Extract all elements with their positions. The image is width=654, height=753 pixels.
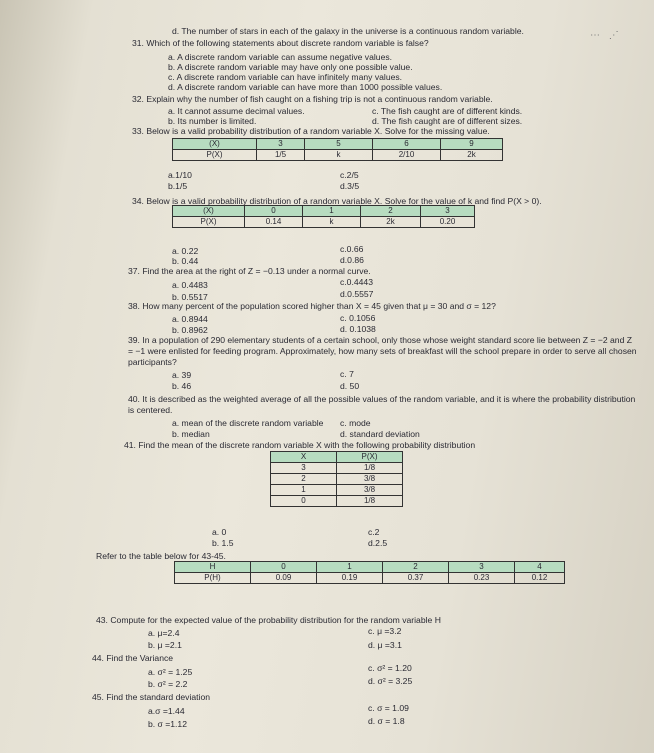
text-line: 45. Find the standard deviation (92, 692, 211, 702)
table-cell: 4 (515, 562, 565, 573)
table-cell: P(X) (173, 150, 257, 161)
text-line: c. μ =3.2 (368, 626, 402, 636)
table-cell: 0 (251, 562, 317, 573)
table-cell: 1/8 (337, 463, 403, 474)
text-line: b. σ² = 2.2 (148, 679, 188, 689)
table-cell: 1/5 (257, 150, 305, 161)
text-line: d. standard deviation (340, 429, 420, 439)
table-cell: 0 (245, 206, 303, 217)
text-line: d.0.86 (340, 255, 364, 265)
text-line: d. A discrete random variable can have more than 1000 possible values. (168, 82, 443, 92)
text-line: is centered. (128, 405, 173, 415)
table-cell: P(H) (175, 573, 251, 584)
text-line: a. 0 (212, 527, 227, 537)
table-cell: 1 (317, 562, 383, 573)
table-q33 (172, 138, 503, 161)
table-cell: 3 (271, 463, 337, 474)
table-row (173, 206, 475, 217)
table-cell: 0.14 (245, 217, 303, 228)
text-line: 38. How many percent of the population scored higher than X = 45 given that μ = 30 and σ = 12? (128, 301, 496, 311)
text-line: participants? (128, 357, 177, 367)
text-line: d.0.5557 (340, 289, 374, 299)
table-cell: 6 (373, 139, 441, 150)
text-line: c.0.4443 (340, 277, 373, 287)
text-line: 33. Below is a valid probability distribution of a random variable X. Solve for the missing value. (132, 126, 490, 136)
text-line: 32. Explain why the number of fish caught on a fishing trip is not a continuous random variable. (132, 94, 493, 104)
text-line: b. Its number is limited. (168, 116, 257, 126)
text-line: d. σ = 1.8 (368, 716, 405, 726)
text-line: b. 1.5 (212, 538, 234, 548)
text-line: a. 39 (172, 370, 192, 380)
text-line: a. μ=2.4 (148, 628, 180, 638)
table-cell: H (175, 562, 251, 573)
text-line: 40. It is described as the weighted average of all the possible values of the random variable, and it is where the probability distribution (128, 394, 636, 404)
text-line: a.σ =1.44 (148, 706, 185, 716)
table-cell: k (303, 217, 361, 228)
table-row (271, 474, 403, 485)
text-line: a. A discrete random variable can assume negative values. (168, 52, 393, 62)
table-row (173, 150, 503, 161)
table-cell: 0.12 (515, 573, 565, 584)
table-row (175, 562, 565, 573)
table-cell: k (305, 150, 373, 161)
corner-marks: ⋯ ⋰ (590, 30, 622, 41)
table-cell: (X) (173, 206, 245, 217)
table-cell: 3 (421, 206, 475, 217)
table-cell: 5 (305, 139, 373, 150)
text-line: c. 0.1056 (340, 313, 376, 323)
table-row (271, 496, 403, 507)
text-line: 34. Below is a valid probability distribution of a random variable X. Solve for the value of k and find P(X > 0). (132, 196, 542, 206)
text-line: c. A discrete random variable can have infinitely many values. (168, 72, 403, 82)
table-cell: 2/10 (373, 150, 441, 161)
text-line: b. 0.5517 (172, 292, 208, 302)
table-cell: 2k (361, 217, 421, 228)
table-cell: P(X) (337, 452, 403, 463)
text-line: d. 0.1038 (340, 324, 376, 334)
text-line: c. σ² = 1.20 (368, 663, 412, 673)
table-cell: P(X) (173, 217, 245, 228)
text-line: 43. Compute for the expected value of the probability distribution for the random variable H (96, 615, 441, 625)
table-cell: 0.19 (317, 573, 383, 584)
text-line: d. μ =3.1 (368, 640, 402, 650)
table-cell: 1/8 (337, 496, 403, 507)
table-cell: 2 (361, 206, 421, 217)
table-cell: 1 (303, 206, 361, 217)
table-cell: 3/8 (337, 485, 403, 496)
text-line: b. μ =2.1 (148, 640, 182, 650)
text-line: b. 0.44 (172, 256, 199, 266)
text-line: c. σ = 1.09 (368, 703, 409, 713)
text-line: b. 0.8962 (172, 325, 208, 335)
table-cell: 3/8 (337, 474, 403, 485)
table-q43-45 (174, 561, 565, 584)
text-line: b. 46 (172, 381, 192, 391)
table-cell: 0.37 (383, 573, 449, 584)
table-cell: 3 (257, 139, 305, 150)
text-line: a. mean of the discrete random variable (172, 418, 324, 428)
text-line: d. The number of stars in each of the galaxy in the universe is a continuous random variable. (172, 26, 524, 36)
table-cell: 2 (383, 562, 449, 573)
table-row (271, 485, 403, 496)
table-row (271, 452, 403, 463)
text-line: c.0.66 (340, 244, 364, 254)
table-row (173, 139, 503, 150)
text-line: 37. Find the area at the right of Z = −0.13 under a normal curve. (128, 266, 371, 276)
text-line: c. mode (340, 418, 371, 428)
table-cell: (X) (173, 139, 257, 150)
table-cell: 9 (441, 139, 503, 150)
table-cell: 0 (271, 496, 337, 507)
text-line: b. median (172, 429, 210, 439)
text-line: 41. Find the mean of the discrete random variable X with the following probability distribution (124, 440, 476, 450)
table-cell: 0.23 (449, 573, 515, 584)
text-line: d. 50 (340, 381, 360, 391)
text-line: c.2 (368, 527, 380, 537)
table-row (173, 217, 475, 228)
text-line: b.1/5 (168, 181, 188, 191)
text-line: a. It cannot assume decimal values. (168, 106, 305, 116)
text-line: d. σ² = 3.25 (368, 676, 413, 686)
text-line: a. 0.8944 (172, 314, 208, 324)
table-row (175, 573, 565, 584)
text-line: d.3/5 (340, 181, 360, 191)
text-line: b. σ =1.12 (148, 719, 187, 729)
table-q34 (172, 205, 475, 228)
text-line: 39. In a population of 290 elementary students of a certain school, only those whose weight standard score lie between Z = −2 and Z (128, 335, 633, 345)
text-line: a. 0.4483 (172, 280, 208, 290)
text-line: c. 7 (340, 369, 354, 379)
table-cell: 3 (449, 562, 515, 573)
text-line: c. The fish caught are of different kinds. (372, 106, 523, 116)
text-line: b. A discrete random variable may have only one possible value. (168, 62, 413, 72)
text-line: a.1/10 (168, 170, 192, 180)
table-cell: 2k (441, 150, 503, 161)
text-line: 44. Find the Variance (92, 653, 174, 663)
text-line: c.2/5 (340, 170, 359, 180)
text-line: a. 0.22 (172, 246, 199, 256)
table-cell: 0.09 (251, 573, 317, 584)
text-line: d. The fish caught are of different sizes. (372, 116, 523, 126)
table-cell: X (271, 452, 337, 463)
text-line: 31. Which of the following statements about discrete random variable is false? (132, 38, 429, 48)
table-cell: 2 (271, 474, 337, 485)
text-line: Refer to the table below for 43-45. (96, 551, 226, 561)
text-line: a. σ² = 1.25 (148, 667, 193, 677)
table-q41 (270, 451, 403, 507)
table-row (271, 463, 403, 474)
text-line: = −1 were enlisted for feeding program. Approximately, how many sets of breakfast will the school prepare in order to serve all chosen (128, 346, 637, 356)
table-cell: 1 (271, 485, 337, 496)
text-line: d.2.5 (368, 538, 388, 548)
table-cell: 0.20 (421, 217, 475, 228)
